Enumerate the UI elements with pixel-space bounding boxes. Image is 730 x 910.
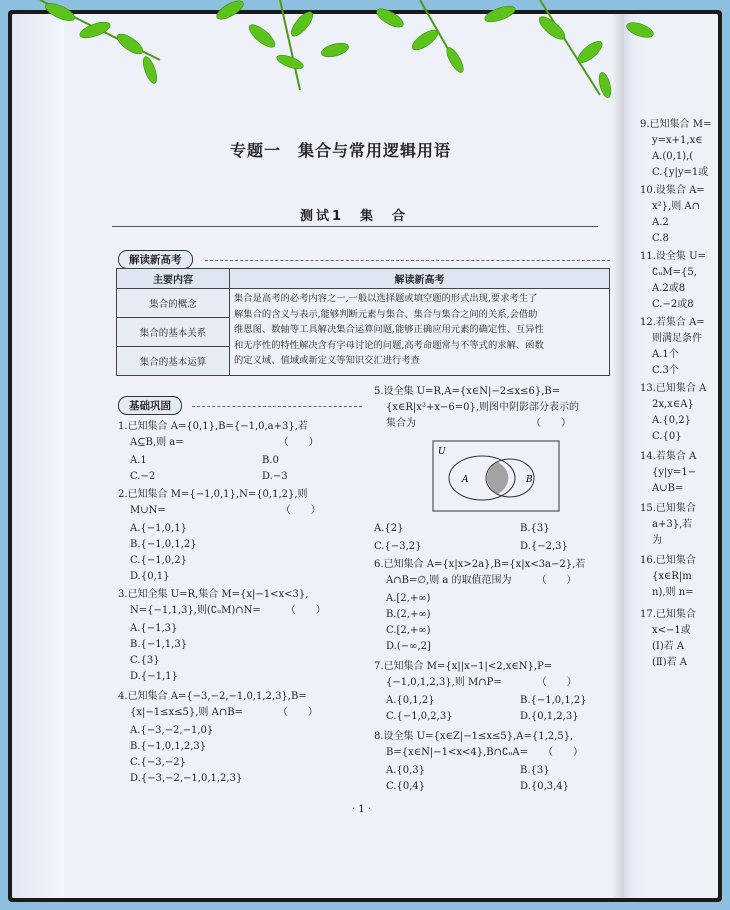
option-c: C.{−3,2} [374,541,422,552]
option-d: D.{0,1,2,3} [520,711,579,722]
option-c: C.−2 [130,471,156,482]
table-header-interpretation: 解读新高考 [230,269,610,289]
option-b: B.0 [262,455,279,466]
question-text: 1.已知集合 A={0,1},B={−1,0,a+3},若 [118,421,308,432]
table-description [230,289,610,376]
table-row-label: 集合的基本关系 [117,318,230,347]
question-text: M∪N= （ ） [130,505,321,516]
question-text: B={x∈N|−1<x<4},B∩∁ᵤA= （ ） [386,747,583,758]
facing-line: 15.已知集合 [640,503,696,514]
question-text: 集合为 （ ） [386,418,571,429]
section-subtitle: 测试1 集 合 [300,209,409,224]
option-a: A.{0,1,2} [386,695,435,706]
facing-line: C.{0} [652,431,682,442]
question-text: N={−1,1,3},则(∁ᵤM)∩N= （ ） [130,605,326,616]
facing-line: A∪B= [652,483,684,494]
left-page-edge [12,14,64,898]
table-row-label: 集合的概念 [117,289,230,318]
option-d: D.{0,1} [130,571,170,582]
facing-line: 为 [652,535,662,546]
question-text: 5.设全集 U=R,A={x∈N|−2≤x≤6},B= [374,386,561,397]
question-text: A∩B=∅,则 a 的取值范围为 （ ） [386,575,577,586]
option-c: C.{−1,0,2,3} [386,711,453,722]
facing-line: {x∈R|m [652,571,692,582]
option-a: A.{0,3} [386,765,426,776]
title-rule [112,226,598,227]
question-text: {x|−1≤x≤5},则 A∩B= （ ） [130,707,318,718]
facing-line: (Ⅰ)若 A [652,641,685,652]
question-text: {x∈R|x²+x−6=0},则图中阴影部分表示的 [386,402,579,413]
facing-line: C.8 [652,233,669,244]
venn-label-b: B [526,475,533,485]
description-line: 的定义域、值域或新定义等知识交汇进行考查 [234,355,420,366]
facing-line: 13.已知集合 A [640,383,707,394]
facing-line: 10.设集合 A= [640,185,705,196]
page-title: 专题一 集合与常用逻辑用语 [230,141,452,160]
venn-label-u: U [438,447,446,457]
facing-line: n),则 n= [652,587,694,598]
description-line: 集合是高考的必考内容之一,一般以选择题或填空题的形式出现,要求考生了 [234,293,538,304]
facing-line: C.3个 [652,365,679,376]
page-number: · 1 · [352,804,372,815]
table-row-label: 集合的基本运算 [117,347,230,376]
option-b: B.(2,+∞) [386,609,431,620]
description-line: 维恩图、数轴等工具解决集合运算问题,能够正确应用元素的确定性、互异性 [234,324,544,335]
description-line: 和无序性的特性解决含有字母讨论的问题,高考命题常与不等式的求解、函数 [234,339,544,351]
description-line: 解集合的含义与表示,能够判断元素与集合、集合与集合之间的关系,会借助 [234,308,538,320]
section-tag-basics: 基础巩固 [118,396,182,415]
option-a: A.{−1,3} [130,623,178,634]
intro-table [116,268,610,376]
section-tag-intro: 解读新高考 [118,250,193,269]
option-b: B.{−1,1,3} [130,639,188,650]
option-c: C.{−3,−2} [130,757,186,768]
option-d: D.−3 [262,471,288,482]
facing-line: C.{y|y=1或 [652,167,709,178]
option-b: B.{−1,0,1,2} [130,539,197,550]
question-text: 2.已知集合 M={−1,0,1},N={0,1,2},则 [118,489,308,500]
facing-line: 17.已知集合 [640,609,696,620]
facing-line: A.2 [652,217,669,228]
facing-line: A.(0,1),( [652,151,694,162]
facing-line: A.1个 [652,349,679,360]
question-text: 3.已知全集 U=R,集合 M={x|−1<x<3}, [118,589,309,600]
option-d: D.{−1,1} [130,671,178,682]
facing-line: ∁ᵤM={5, [652,267,697,278]
question-text: {−1,0,1,2,3},则 M∩P= （ ） [386,677,577,688]
question-text: 8.设全集 U={x∈Z|−1≤x≤5},A={1,2,5}, [374,731,574,742]
option-b: B.{3} [520,765,550,776]
table-header-content: 主要内容 [117,269,230,289]
tag-divider [205,260,610,261]
facing-line: y=x+1,x∈ [652,135,703,146]
option-c: C.{3} [130,655,160,666]
question-text: 4.已知集合 A={−3,−2,−1,0,1,2,3},B= [118,691,307,702]
facing-line: {y|y=1− [652,467,697,478]
option-c: C.{−1,0,2} [130,555,188,566]
facing-line: (Ⅱ)若 A [652,657,687,668]
option-a: A.{−1,0,1} [130,523,187,534]
option-a: A.{2} [374,523,404,534]
question-text: A⊆B,则 a= （ ） [130,437,319,448]
facing-line: 16.已知集合 [640,555,696,566]
option-d: D.(−∞,2] [386,641,431,652]
question-text: 7.已知集合 M={x||x−1|<2,x∈N},P= [374,661,553,672]
venn-diagram [432,440,560,512]
option-d: D.{0,3,4} [520,781,570,792]
facing-line: A.{0,2} [652,415,692,426]
option-b: B.{3} [520,523,550,534]
option-b: B.{−1,0,1,2,3} [130,741,207,752]
option-d: D.{−3,−2,−1,0,1,2,3} [130,773,243,784]
facing-line: 2x,x∈A} [652,399,694,410]
facing-line: x<−1或 [652,625,691,636]
facing-line: 14.若集合 A [640,451,697,462]
facing-line: x²},则 A∩ [652,201,700,212]
option-c: C.{0,4} [386,781,426,792]
tag-divider [192,406,362,407]
facing-line: 11.设全集 U= [640,251,706,262]
facing-line: C.−2或8 [652,299,694,310]
question-text: 6.已知集合 A={x|x>2a},B={x|x<3a−2},若 [374,559,586,570]
option-b: B.{−1,0,1,2} [520,695,587,706]
facing-line: A.2或8 [652,283,686,294]
option-a: A.[2,+∞) [386,593,431,604]
option-a: A.1 [130,455,147,466]
option-d: D.{−2,3} [520,541,568,552]
facing-line: 则满足条件 [652,333,702,344]
facing-line: 9.已知集合 M= [640,119,712,130]
option-c: C.[2,+∞) [386,625,431,636]
venn-label-a: A [462,475,469,485]
facing-line: a+3},若 [652,519,693,530]
option-a: A.{−3,−2,−1,0} [130,725,214,736]
facing-line: 12.若集合 A= [640,317,705,328]
